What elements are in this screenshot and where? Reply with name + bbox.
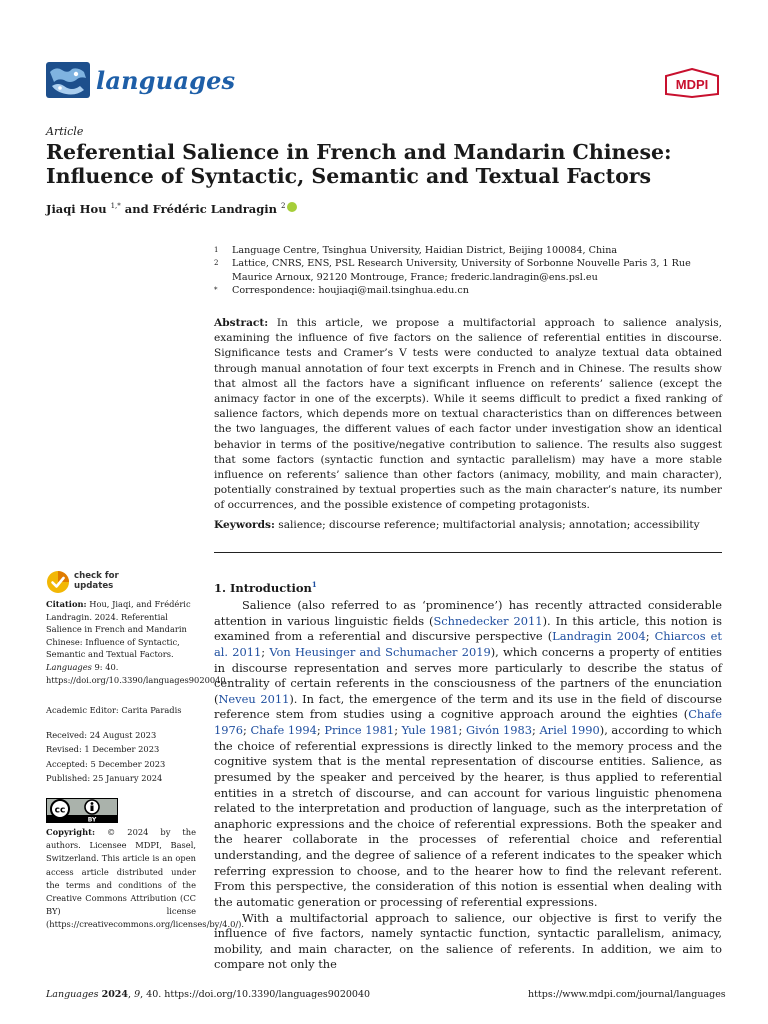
section-heading-introduction: 1. Introduction$^1$ xyxy=(214,580,317,595)
paragraph-text: ), according to which the choice of referential expressions is directly linked to the memory process and the cognitive system that is the mental representation of discourse entities. Salience, as presumed by the speaker and perceived by the hearer, is thus applied to referential entities in a stretch of discourse, and can account for various linguistic phenomena related to the interpretation and production of language, such as the interpretation of anaphoric expressions and the choice of referential expressions. Both the speaker and the hearer collaborate in the processes of referential choice and referential understanding, and the degree of salience of a referent indicates to the speaker which referring expression to choose, and to the hearer how to find the relevant referent. From this perspective, the consideration of this notion is essential when dealing with the automatic generation or processing of referential expressions. xyxy=(214,723,722,909)
citation-link[interactable]: Schnedecker 2011 xyxy=(433,613,543,628)
author-2[interactable]: Frédéric Landragin xyxy=(152,202,278,216)
citation-link[interactable]: Von Heusinger and Schumacher 2019 xyxy=(269,644,491,659)
orcid-icon[interactable] xyxy=(287,202,297,212)
citation-link[interactable]: Chiarcos et al. 2011 xyxy=(214,629,722,659)
check-for-updates-button[interactable] xyxy=(46,570,156,596)
paragraph-text: ; xyxy=(316,723,325,737)
paragraph-text: ; xyxy=(531,723,540,737)
keywords-label: Keywords: xyxy=(214,519,275,531)
footer-journal-url[interactable]: https://www.mdpi.com/journal/languages xyxy=(528,989,726,1000)
affiliation-2: 2 Lattice, CNRS, ENS, PSL Research University, University of Sorbonne Nouvelle Paris 3, 1 Rue Maurice Arnoux, 92120 Montrouge, France; frederic.landragin@ens.psl.eu xyxy=(214,258,691,283)
introduction-body xyxy=(214,598,722,973)
academic-editor: Academic Editor: Carita Paradis xyxy=(46,705,182,715)
citation-link[interactable]: Chafe 1976 xyxy=(214,707,722,737)
accepted-date: Accepted: 5 December 2023 xyxy=(46,758,166,769)
revised-date: Revised: 1 December 2023 xyxy=(46,744,160,755)
publication-dates xyxy=(46,728,165,785)
author-1-affiliation: 1,* xyxy=(110,202,121,211)
abstract-label: Abstract: xyxy=(214,317,269,329)
section-divider xyxy=(214,552,722,553)
introduction-paragraph-1 xyxy=(214,598,722,911)
citation-link[interactable]: Yule 1981 xyxy=(401,723,459,737)
paragraph-text: ; xyxy=(645,629,655,644)
author-separator: and xyxy=(120,202,153,216)
svg-text:cc: cc xyxy=(54,805,66,816)
article-type: Article xyxy=(46,125,84,138)
citation-link[interactable]: Chafe 1994 xyxy=(250,723,317,737)
footnote-link[interactable]: 1 xyxy=(311,580,317,589)
correspondence: * Correspondence: houjiaqi@mail.tsinghua.edu.cn xyxy=(214,284,469,296)
introduction-paragraph-2: With a multifactorial approach to salience, our objective is first to verify the influence of five factors, namely syntactic function, syntactic parallelism, animacy, mobility, and main character, on the salience of referents. In addition, we aim to compare not only the xyxy=(214,910,722,972)
copyright-notice: Copyright: © 2024 by the authors. Licensee MDPI, Basel, Switzerland. This article is an open access article distributed under the terms and conditions of the Creative Commons Attribution (CC BY) license (https://creativecommons.org/licenses/by/4.0/). xyxy=(46,827,245,930)
received-date: Received: 24 August 2023 xyxy=(46,730,157,740)
citation-link[interactable]: Givón 1983 xyxy=(465,723,532,737)
footer-citation: Languages 2024, 9, 40. https://doi.org/10.3390/languages9020040 xyxy=(46,989,371,1000)
author-1[interactable]: Jiaqi Hou xyxy=(46,202,107,216)
paragraph-text: ; xyxy=(243,723,251,737)
paragraph-text: ). In this article, this notion is examined from a referential and discursive perspective ( xyxy=(214,613,722,644)
published-date: Published: 25 January 2024 xyxy=(46,772,163,783)
title-line-1: Referential Salience in French and Mandarin Chinese: xyxy=(46,140,672,164)
title-line-2: Influence of Syntactic, Semantic and Textual Factors xyxy=(46,164,652,188)
citation-link[interactable]: Neveu 2011 xyxy=(218,691,290,706)
cc-by-license-icon[interactable] xyxy=(46,798,118,823)
check-updates-icon xyxy=(46,570,70,594)
citation: Citation: Hou, Jiaqi, and Frédéric Landragin. 2024. Referential Salience in French and Mandarin Chinese: Influence of Syntactic, Semantic and Textual Factors. Languages 9: 40. https://doi.org/10.3390/languages9020040 xyxy=(46,599,226,685)
paragraph-text: ), which concerns a property of entities in discourse representation and serves more particularly to describe the status of centrality of certain referents in the consciousness of the partners of the enunciation ( xyxy=(214,644,722,706)
author-2-affiliation: 2 xyxy=(281,202,286,211)
paragraph-text: ). In fact, the emergence of the term and its use in the field of discourse reference stem from studies using a cognitive approach around the eighties ( xyxy=(214,691,722,722)
paragraph-text: ; xyxy=(261,644,270,659)
keywords-text: salience; discourse reference; multifactorial analysis; annotation; accessibility xyxy=(278,519,700,531)
article-title xyxy=(46,140,706,188)
affiliation-1: 1 Language Centre, Tsinghua University, Haidian District, Beijing 100084, China xyxy=(214,245,618,256)
cc-by-label: BY xyxy=(87,816,97,823)
journal-name: languages xyxy=(96,66,236,95)
author-list xyxy=(46,202,297,216)
paragraph-text: ; xyxy=(394,723,402,737)
citation-link[interactable]: Ariel 1990 xyxy=(539,723,600,737)
keywords xyxy=(214,519,722,531)
paragraph-text: ; xyxy=(458,723,466,737)
mdpi-logo-text: MDPI xyxy=(675,77,709,92)
paragraph-text: Salience (also referred to as ‘prominence’) has recently attracted considerable attention in various linguistic fields ( xyxy=(214,598,722,628)
check-updates-text: check for updates xyxy=(74,571,119,591)
citation-link[interactable]: Landragin 2004 xyxy=(552,629,646,644)
affiliations xyxy=(214,244,724,297)
journal-logo-icon xyxy=(46,62,90,98)
abstract-text: In this article, we propose a multifactorial approach to salience analysis, examining the influence of five factors on the salience of referential entities in discourse. Significance tests and Cramer’s V tests were conducted to analyze textual data obtained through manual annotation of four text excerpts in French and in Chinese. The results show that almost all the factors have a significant influence on referents’ salience (except the animacy factor in one of the excerpts). While it seems difficult to predict a fixed ranking of salience factors, which depends more on textual characteristics than on differences between the two languages, the different values of each factor under investigation show an identical behavior in terms of the positive/negative contribution to salience. The results also suggest that some factors (syntactic function and syntactic parallelism) may have a more stable influence on referents’ salience than other factors (animacy, mobility, and main character), potentially constrained by textual properties such as the main character’s nature, its number of occurrences, and the possible existence of competing protagonists. xyxy=(214,317,722,512)
citation-link[interactable]: Prince 1981 xyxy=(324,723,395,737)
abstract xyxy=(214,316,722,514)
mdpi-logo-icon xyxy=(664,68,720,98)
